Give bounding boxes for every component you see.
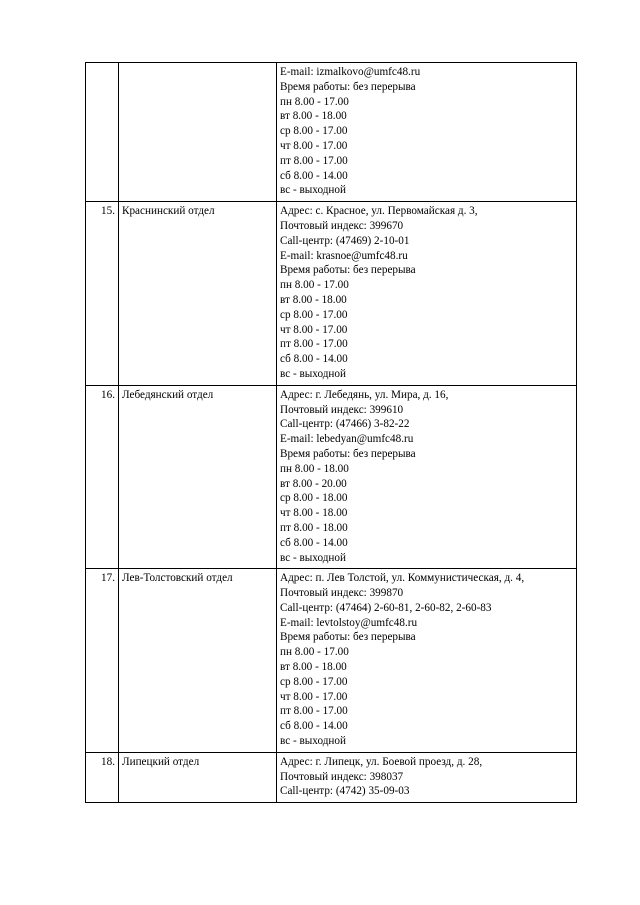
- office-name: Липецкий отдел: [119, 752, 277, 802]
- detail-line: Почтовый индекс: 399870: [280, 587, 404, 600]
- detail-line: сб 8.00 - 14.00: [280, 353, 348, 366]
- row-number: [86, 63, 119, 202]
- detail-line: Адрес: г. Лебедянь, ул. Мира, д. 16,: [280, 388, 449, 401]
- detail-line: пн 8.00 - 17.00: [280, 95, 349, 108]
- row-number: 15.: [86, 202, 119, 386]
- detail-line: ср 8.00 - 18.00: [280, 492, 348, 505]
- detail-line: E-mail: lebedyan@umfc48.ru: [280, 433, 414, 446]
- detail-line: ср 8.00 - 17.00: [280, 308, 348, 321]
- detail-line: чт 8.00 - 17.00: [280, 690, 348, 703]
- detail-line: Время работы: без перерыва: [280, 264, 416, 277]
- detail-line: вс - выходной: [280, 184, 346, 197]
- detail-line: сб 8.00 - 14.00: [280, 169, 348, 182]
- detail-line: пт 8.00 - 17.00: [280, 338, 348, 351]
- office-details: [277, 63, 577, 202]
- detail-line: Время работы: без перерыва: [280, 447, 416, 460]
- detail-line: вс - выходной: [280, 735, 346, 748]
- detail-line: E-mail: levtolstoy@umfc48.ru: [280, 616, 418, 629]
- detail-line: Почтовый индекс: 399610: [280, 403, 404, 416]
- row-number: 18.: [86, 752, 119, 802]
- office-details: [277, 569, 577, 753]
- detail-line: вт 8.00 - 18.00: [280, 293, 347, 306]
- detail-line: вт 8.00 - 18.00: [280, 661, 347, 674]
- table-row: [86, 569, 577, 753]
- office-name: Краснинский отдел: [119, 202, 277, 386]
- detail-line: сб 8.00 - 14.00: [280, 720, 348, 733]
- office-name: [119, 63, 277, 202]
- detail-line: пн 8.00 - 17.00: [280, 646, 349, 659]
- detail-line: чт 8.00 - 18.00: [280, 507, 348, 520]
- office-name: Лебедянский отдел: [119, 385, 277, 569]
- document-page: [85, 62, 576, 803]
- detail-line: пт 8.00 - 17.00: [280, 705, 348, 718]
- detail-line: Call-центр: (47464) 2-60-81, 2-60-82, 2-60-83: [280, 601, 492, 614]
- detail-line: чт 8.00 - 17.00: [280, 139, 348, 152]
- detail-line: Call-центр: (47469) 2-10-01: [280, 234, 410, 247]
- detail-line: вс - выходной: [280, 551, 346, 564]
- detail-line: ср 8.00 - 17.00: [280, 675, 348, 688]
- detail-line: Call-центр: (4742) 35-09-03: [280, 785, 410, 798]
- table-row: [86, 202, 577, 386]
- detail-line: Почтовый индекс: 398037: [280, 770, 404, 783]
- office-details: [277, 752, 577, 802]
- detail-line: пн 8.00 - 18.00: [280, 462, 349, 475]
- detail-line: Адрес: п. Лев Толстой, ул. Коммунистическая, д. 4,: [280, 572, 525, 585]
- detail-line: вт 8.00 - 18.00: [280, 110, 347, 123]
- table-row: [86, 752, 577, 802]
- detail-line: пт 8.00 - 18.00: [280, 521, 348, 534]
- detail-line: вс - выходной: [280, 367, 346, 380]
- detail-line: Адрес: с. Красное, ул. Первомайская д. 3,: [280, 205, 478, 218]
- office-details: [277, 385, 577, 569]
- offices-table: [85, 62, 577, 803]
- detail-line: ср 8.00 - 17.00: [280, 125, 348, 138]
- detail-line: Почтовый индекс: 399670: [280, 219, 404, 232]
- detail-line: Адрес: г. Липецк, ул. Боевой проезд, д. 28,: [280, 755, 483, 768]
- detail-line: E-mail: izmalkovo@umfc48.ru: [280, 66, 421, 78]
- detail-line: Время работы: без перерыва: [280, 631, 416, 644]
- detail-line: сб 8.00 - 14.00: [280, 536, 348, 549]
- office-name: Лев-Толстовский отдел: [119, 569, 277, 753]
- table-row: [86, 385, 577, 569]
- detail-line: пт 8.00 - 17.00: [280, 154, 348, 167]
- detail-line: Время работы: без перерыва: [280, 80, 416, 93]
- detail-line: пн 8.00 - 17.00: [280, 279, 349, 292]
- detail-line: Call-центр: (47466) 3-82-22: [280, 418, 410, 431]
- row-number: 16.: [86, 385, 119, 569]
- offices-table-body: [86, 63, 577, 803]
- row-number: 17.: [86, 569, 119, 753]
- table-row: [86, 63, 577, 202]
- detail-line: E-mail: krasnoe@umfc48.ru: [280, 249, 408, 262]
- detail-line: вт 8.00 - 20.00: [280, 477, 347, 490]
- office-details: [277, 202, 577, 386]
- detail-line: чт 8.00 - 17.00: [280, 323, 348, 336]
